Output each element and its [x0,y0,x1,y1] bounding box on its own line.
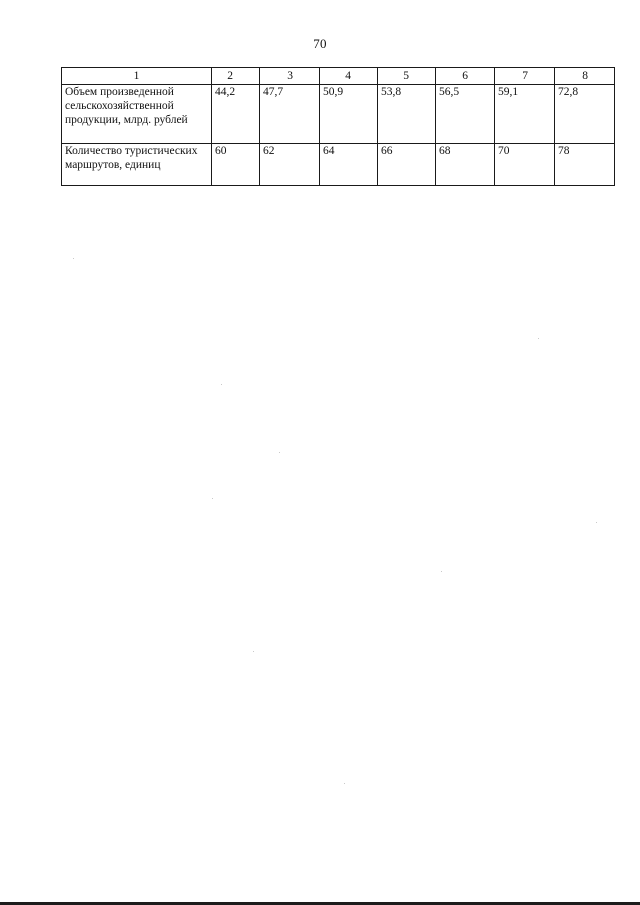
header-cell: 2 [212,68,260,85]
scan-speck [279,452,280,453]
page-number: 70 [313,36,327,51]
table-cell: 72,8 [555,85,615,144]
header-cell: 6 [436,68,495,85]
scan-speck [538,338,539,339]
table-cell: 78 [555,144,615,186]
scan-speck [221,384,222,385]
table-cell: 60 [212,144,260,186]
table-cell: 62 [260,144,320,186]
table-row [62,85,615,144]
row-label-tourist-routes: Количество туристических маршрутов, единиц [62,144,212,186]
header-cell: 8 [555,68,615,85]
indicators-table [61,67,615,186]
table-cell: 47,7 [260,85,320,144]
scan-speck [596,522,597,523]
row-label-agricultural-output: Объем произведенной сельскохозяйственной продукции, млрд. рублей [62,85,212,144]
header-cell: 5 [378,68,436,85]
scan-speck [212,498,213,499]
scan-speck [344,783,345,784]
header-cell: 1 [62,68,212,85]
scan-speck [441,571,442,572]
header-cell: 3 [260,68,320,85]
table-cell: 59,1 [495,85,555,144]
table-header-row [62,68,615,85]
scan-speck [253,651,254,652]
table-cell: 56,5 [436,85,495,144]
table-cell: 64 [320,144,378,186]
table-cell: 44,2 [212,85,260,144]
scan-speck [73,258,74,259]
header-cell: 4 [320,68,378,85]
table-cell: 70 [495,144,555,186]
table-cell: 66 [378,144,436,186]
table-row [62,144,615,186]
table-cell: 53,8 [378,85,436,144]
header-cell: 7 [495,68,555,85]
table-cell: 50,9 [320,85,378,144]
table-cell: 68 [436,144,495,186]
